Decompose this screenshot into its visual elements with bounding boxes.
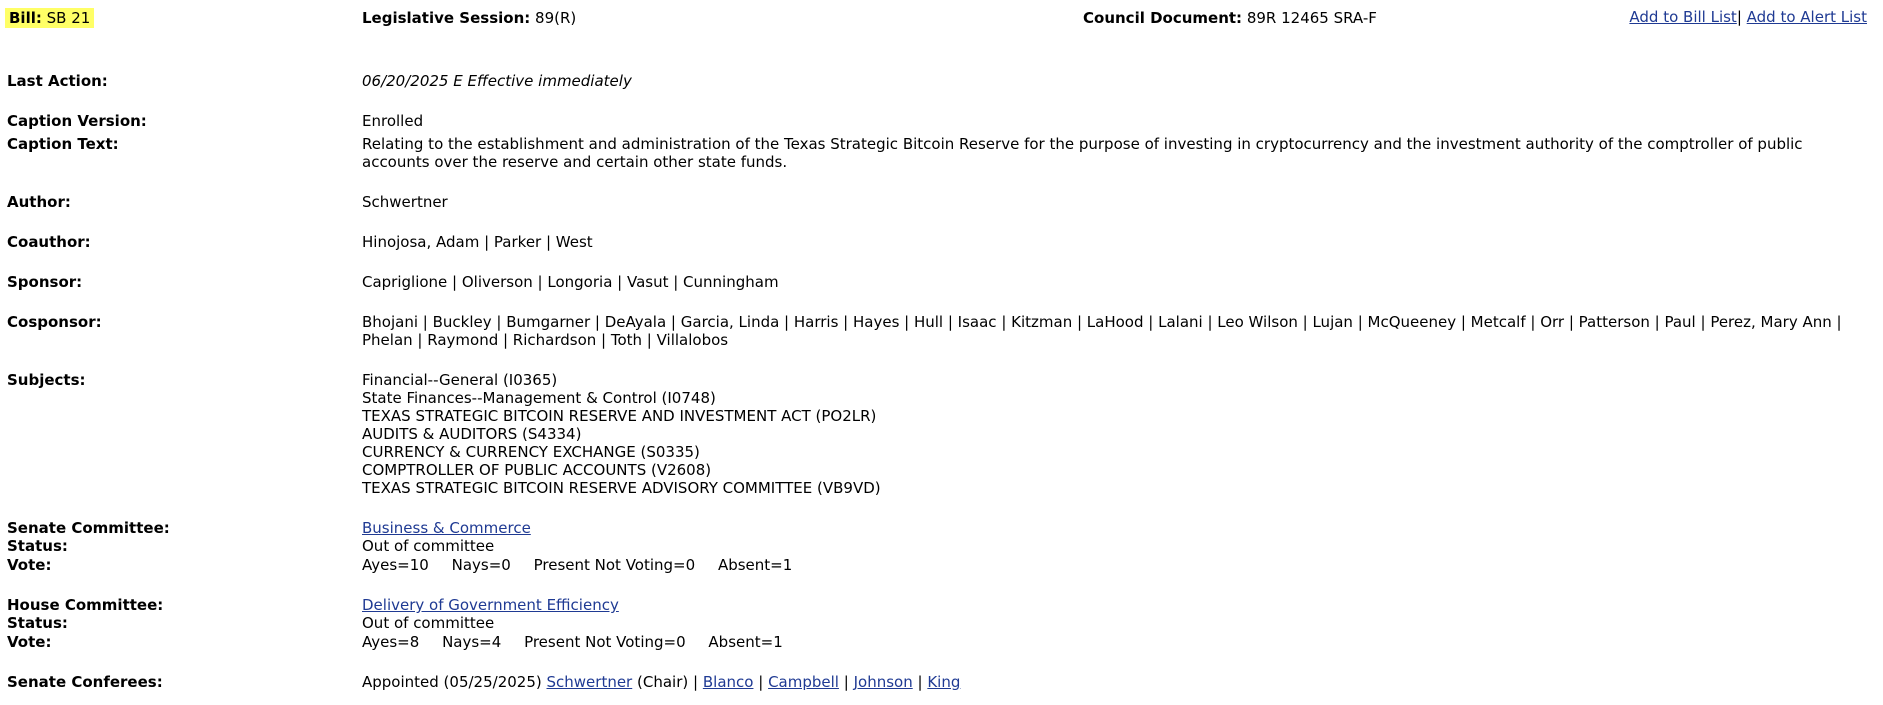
conferee-separator: | xyxy=(843,673,849,691)
house-status-value: Out of committee xyxy=(362,614,495,632)
house-vote-row xyxy=(0,633,1883,651)
caption-version-value: Enrolled xyxy=(362,112,424,130)
sponsor-label: Sponsor: xyxy=(7,273,83,291)
senate-present-not-voting: Present Not Voting=0 xyxy=(533,556,696,574)
session-label: Legislative Session: xyxy=(362,9,531,27)
senate-vote-tally xyxy=(362,556,1883,574)
sponsor-row xyxy=(0,273,1883,291)
house-vote-tally xyxy=(362,633,1883,651)
caption-version-label: Caption Version: xyxy=(7,112,147,130)
last-action-label: Last Action: xyxy=(7,72,108,90)
last-action-value: 06/20/2025 E Effective immediately xyxy=(362,72,632,90)
cosponsor-value: Bhojani | Buckley | Bumgarner | DeAyala | Garcia, Linda | Harris | Hayes | Hull | Isaac | Kitzman | LaHood | Lalani | Leo Wilson | Lujan | McQueeney | Metcalf | Orr | Patterson | Paul | Perez, Mary Ann | Phelan | Raymond | Richardson | Toth | Villalobos xyxy=(362,313,1842,349)
coauthor-label: Coauthor: xyxy=(7,233,91,251)
caption-text-label: Caption Text: xyxy=(7,135,119,153)
house-present-not-voting: Present Not Voting=0 xyxy=(524,633,686,651)
last-action-row xyxy=(0,72,1883,90)
sponsor-value: Capriglione | Oliverson | Longoria | Vasut | Cunningham xyxy=(362,273,779,291)
house-vote-label: Vote: xyxy=(7,633,52,651)
subject-item: State Finances--Management & Control (I0748) xyxy=(362,389,716,407)
conferee-link-chair[interactable]: Schwertner xyxy=(546,673,633,691)
author-row xyxy=(0,193,1883,211)
senate-committee-link[interactable]: Business & Commerce xyxy=(362,519,531,537)
conferee-link[interactable]: Blanco xyxy=(702,673,754,691)
conferee-separator: | xyxy=(758,673,764,691)
house-committee-label: House Committee: xyxy=(7,596,164,614)
bill-value: SB 21 xyxy=(46,9,91,27)
subject-item: COMPTROLLER OF PUBLIC ACCOUNTS (V2608) xyxy=(362,461,712,479)
conferee-link[interactable]: Campbell xyxy=(768,673,839,691)
senate-status-row xyxy=(0,537,1883,555)
house-ayes: Ayes=8 xyxy=(362,633,420,651)
cosponsor-row xyxy=(0,313,1883,349)
house-status-label: Status: xyxy=(7,614,68,632)
house-nays: Nays=4 xyxy=(442,633,502,651)
senate-conferees-value xyxy=(362,673,1883,691)
subjects-row xyxy=(0,371,1883,497)
council-document xyxy=(1083,9,1377,27)
bill-label: Bill: xyxy=(9,9,42,27)
senate-committee-row xyxy=(0,519,1883,537)
house-committee-row xyxy=(0,596,1883,614)
house-absent: Absent=1 xyxy=(708,633,783,651)
cosponsor-label: Cosponsor: xyxy=(7,313,102,331)
subjects-list xyxy=(362,371,1883,497)
council-label: Council Document: xyxy=(1083,9,1243,27)
senate-conferees-label: Senate Conferees: xyxy=(7,673,163,691)
list-actions xyxy=(1629,8,1867,26)
coauthor-row xyxy=(0,233,1883,251)
subject-item: AUDITS & AUDITORS (S4334) xyxy=(362,425,582,443)
senate-committee-label: Senate Committee: xyxy=(7,519,170,537)
senate-conferees-row xyxy=(0,673,1883,691)
add-to-alert-list-link[interactable]: Add to Alert List xyxy=(1746,8,1867,26)
house-committee-link[interactable]: Delivery of Government Efficiency xyxy=(362,596,619,614)
conferees-appointed: Appointed (05/25/2025) xyxy=(362,673,542,691)
subject-item: TEXAS STRATEGIC BITCOIN RESERVE ADVISORY COMMITTEE (VB9VD) xyxy=(362,479,881,497)
conferee-separator: | xyxy=(693,673,699,691)
senate-absent: Absent=1 xyxy=(717,556,793,574)
conferee-link[interactable]: Johnson xyxy=(853,673,913,691)
caption-version-row xyxy=(0,112,1883,130)
senate-nays: Nays=0 xyxy=(451,556,511,574)
senate-vote-row xyxy=(0,556,1883,574)
actions-separator: | xyxy=(1736,8,1742,26)
caption-text-row xyxy=(0,135,1883,171)
senate-ayes: Ayes=10 xyxy=(362,556,429,574)
add-to-bill-list-link[interactable]: Add to Bill List xyxy=(1629,8,1737,26)
senate-vote-label: Vote: xyxy=(7,556,52,574)
legislative-session xyxy=(362,9,576,27)
conferee-separator: | xyxy=(917,673,923,691)
subjects-label: Subjects: xyxy=(7,371,86,389)
conferee-chair-tag: (Chair) xyxy=(637,673,689,691)
author-label: Author: xyxy=(7,193,71,211)
council-value: 89R 12465 SRA-F xyxy=(1246,9,1377,27)
subject-item: Financial--General (I0365) xyxy=(362,371,558,389)
house-status-row xyxy=(0,614,1883,632)
coauthor-value: Hinojosa, Adam | Parker | West xyxy=(362,233,593,251)
senate-status-label: Status: xyxy=(7,537,68,555)
bill-header xyxy=(0,0,1883,46)
author-value: Schwertner xyxy=(362,193,448,211)
senate-status-value: Out of committee xyxy=(362,537,495,555)
caption-text-value: Relating to the establishment and administration of the Texas Strategic Bitcoin Reserve for the purpose of investing in cryptocurrency and the investment authority of the comptroller of public accounts over the reserve and certain other state funds. xyxy=(362,135,1803,171)
conferee-link[interactable]: King xyxy=(927,673,961,691)
subject-item: CURRENCY & CURRENCY EXCHANGE (S0335) xyxy=(362,443,700,461)
subject-item: TEXAS STRATEGIC BITCOIN RESERVE AND INVESTMENT ACT (PO2LR) xyxy=(362,407,877,425)
session-value: 89(R) xyxy=(535,9,577,27)
bill-id-badge xyxy=(5,8,94,28)
